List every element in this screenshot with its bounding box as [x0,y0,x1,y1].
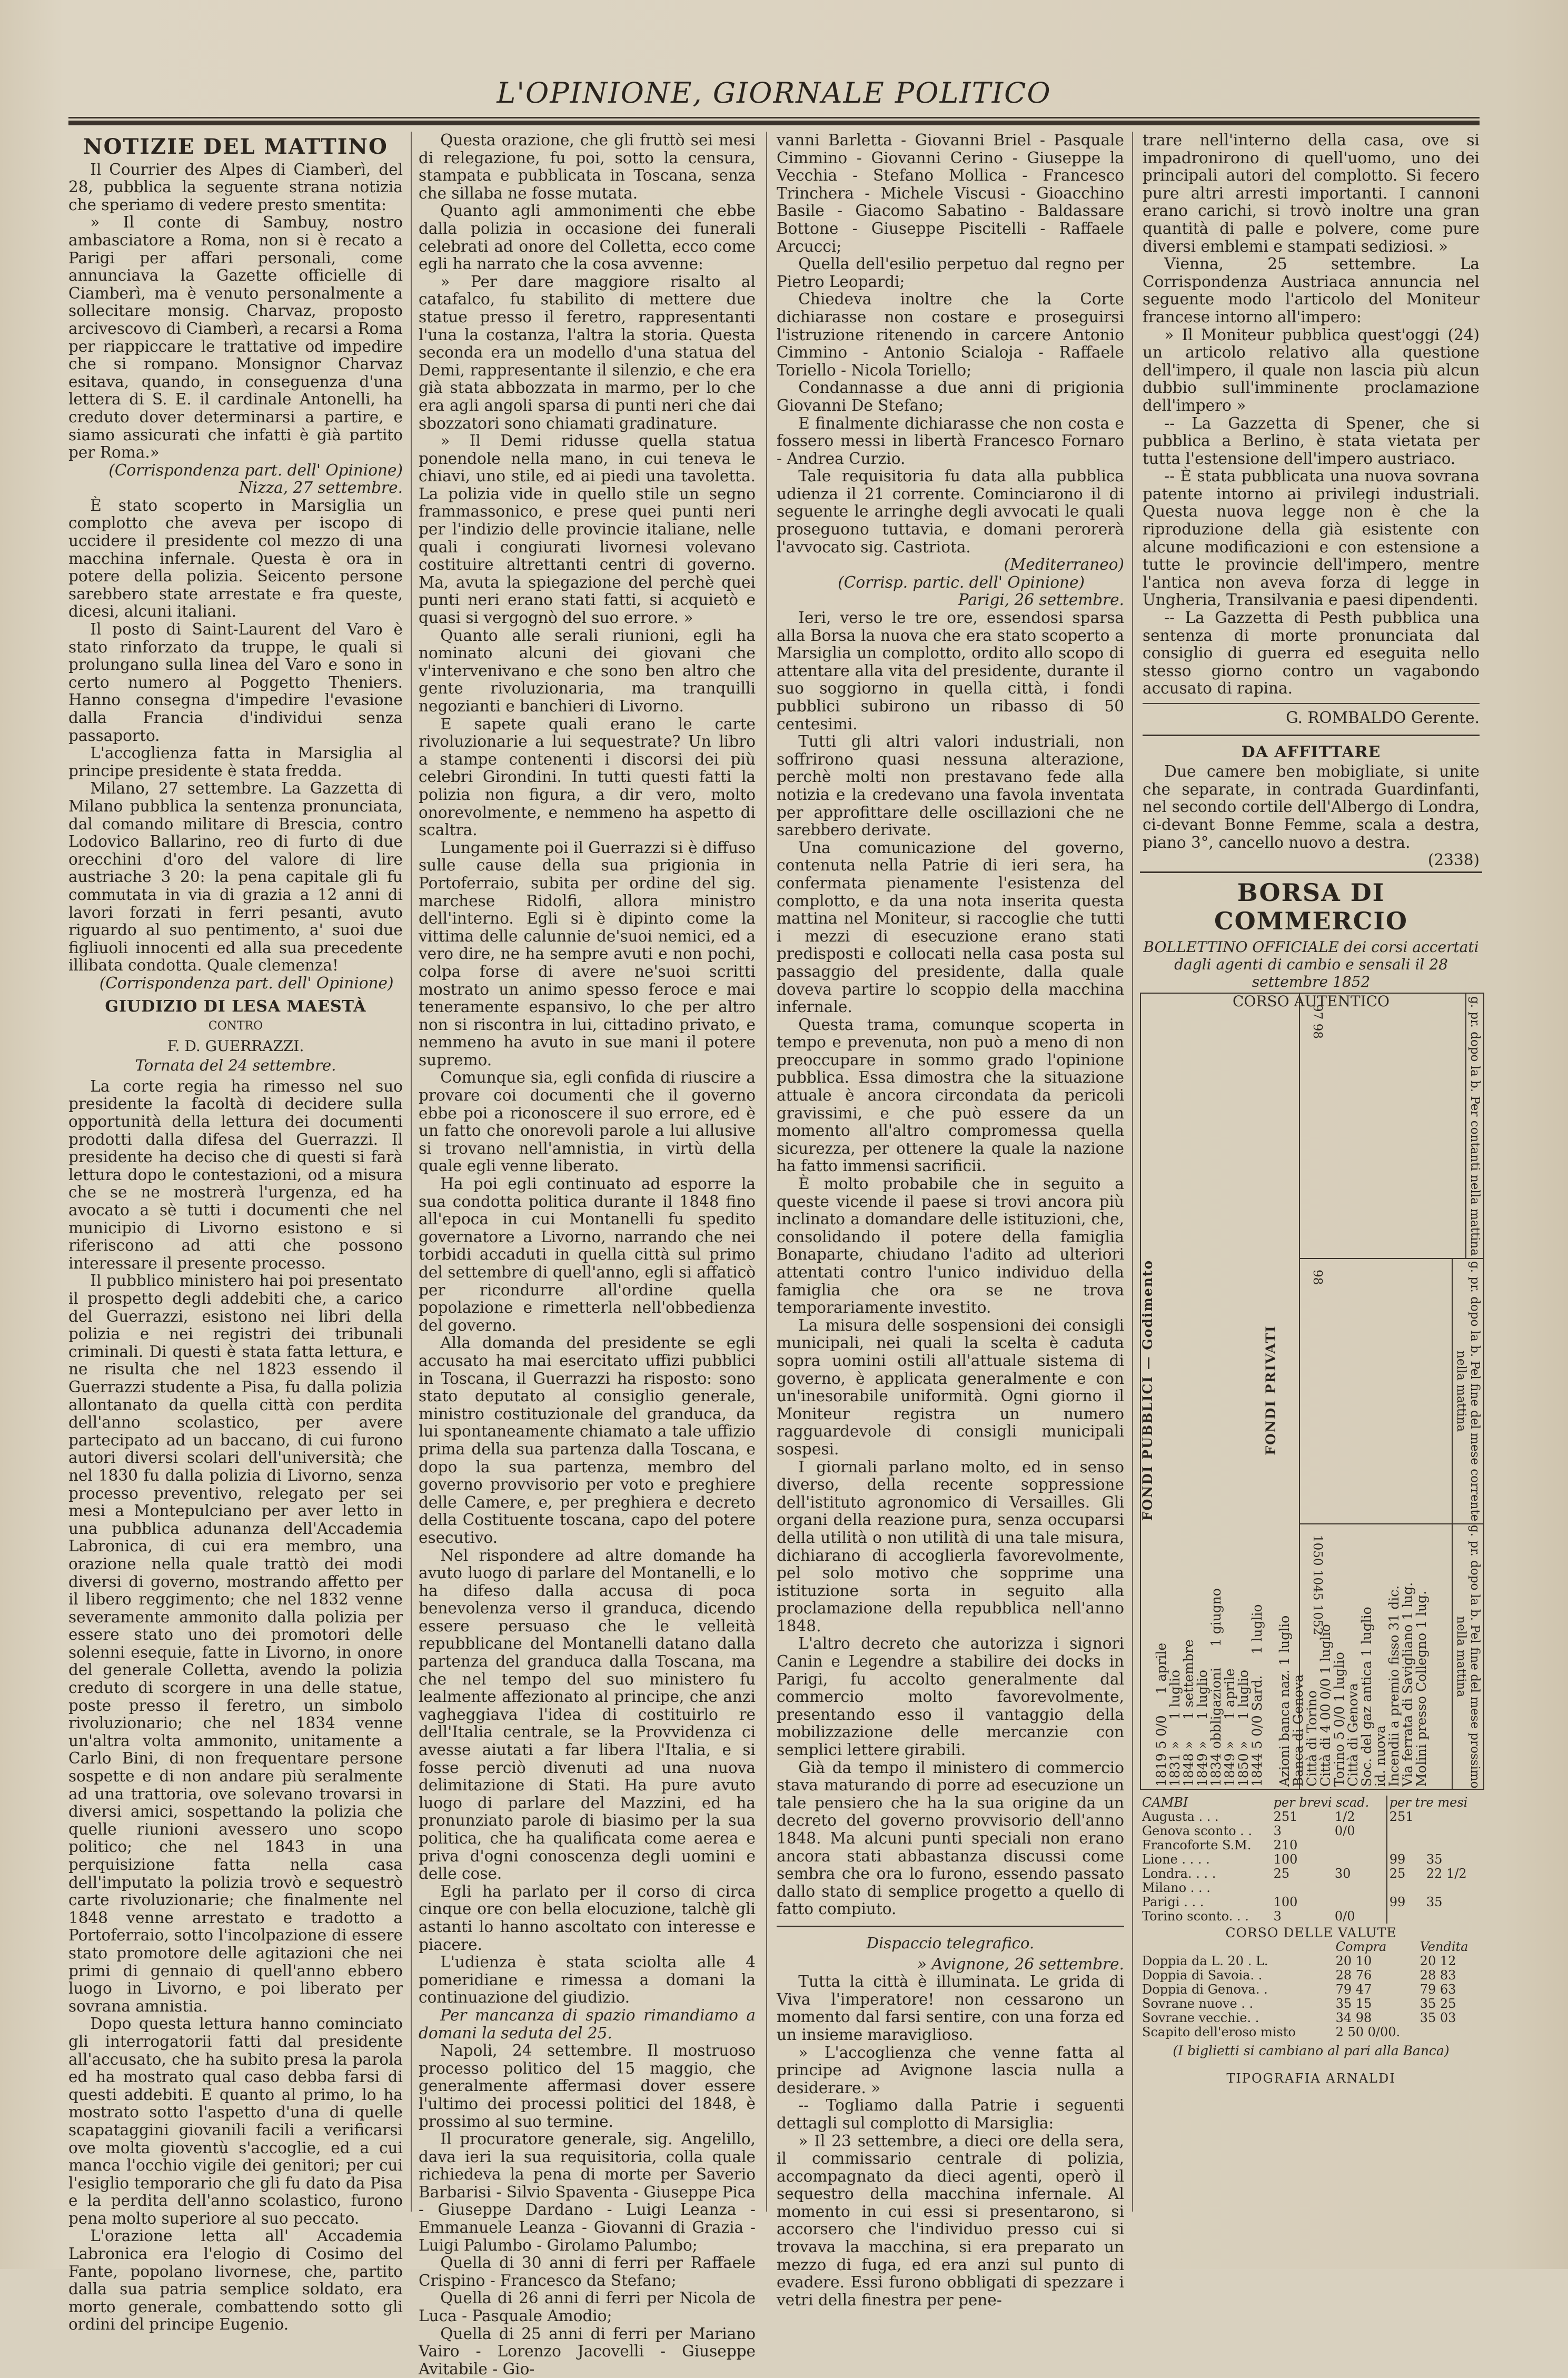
cambi-section [1140,1796,1482,2086]
cambi-cell: 25 [1273,1866,1290,1881]
paragraph: Quella di 30 anni di ferri per Raffaele Crispino - Francesco da Stefano; [419,2254,756,2290]
valute-row [1140,1983,1482,1997]
paragraph: L'accoglienza fatta in Marsiglia al principe presidente è stata fredda. [68,744,403,780]
valute-cell: 28 83 [1420,1968,1456,1983]
valute-cell: 20 12 [1420,1954,1456,1968]
fondo-name: 1831 » [1167,1741,1183,1787]
paragraph: Napoli, 24 settembre. Il mostruoso processo politico del 15 maggio, che generalmente affermasi dover essere l'ultimo dei processi politici del 1848, è prossimo al suo termine. [419,2042,756,2131]
paragraph: E sapete quali erano le carte rivoluzionarie a lui sequestrate? Un libro a stampe contenenti i discorsi dei più celebri Girondini. In tutti questi fatti la polizia non figura, a dir vero, molto onorevolmente, e nemmeno ha aspetto di scaltra. [419,715,756,839]
paragraph: Ieri, verso le tre ore, essendosi sparsa alla Borsa la nuova che era stato scoperto a Marsiglia un complotto, ordito allo scopo di attentare alla vita del presidente, durante il suo soggiorno in quella città, i fondi pubblici subirono un ribasso di 50 centesimi. [777,609,1124,733]
fondi-row [1237,994,1251,1787]
paragraph: E finalmente dichiarasse che non costa e fossero messi in libertà Francesco Fornaro - Andrea Curzio. [777,414,1124,468]
privati-row: Città di 4 00 0/0 1 luglio [1318,1624,1333,1787]
paragraph: Ha poi egli continuato ad esporre la sua condotta politica durante il 1848 fino all'epoca in cui Montanelli fu spedito governatore a Livorno, narrando che nei torbidi accaduti in quella città sul primo del settembre di quell'anno, egli si affaticò per ricondurre all'ordine quella popolazione e rimetterla nell'obbedienza del governo. [419,1175,756,1334]
subheading: CONTRO [208,1019,263,1033]
column-divider [411,132,412,2212]
paragraph: La corte regia ha rimesso nel suo presidente la facoltà di decidere sulla opportunità della lettura dei documenti prodotti dalla difesa del Guerrazzi. Il presidente ha deciso che di questi si farà lettura dopo le contestazioni, od a misura che se ne mostrerà l'urgenza, ed ha avocato a sè tutti i documenti che nel municipio di Livorno esistono e si riferiscono ad atti che possono interessare il presente processo. [68,1077,403,1272]
cambi-cell: Lione . . . . [1142,1852,1210,1867]
fondi-row [1209,994,1223,1787]
paragraph: trare nell'interno della casa, ove si impadronirono di quell'uomo, uno dei principali autori del complotto. Si fecero pure altri arresti importanti. I cannoni erano carichi, si trovò inoltre una gran quantità di palle e polvere, come pure diversi emblemi e stampati sediziosi. » [1143,131,1480,255]
privati-row: Torino 5 0/0 1 luglio [1332,1652,1347,1787]
valute-cell [1418,2025,1482,2039]
privati-row: Città di Torino [1304,1690,1319,1787]
cambi-cell: Francoforte S.M. [1142,1838,1252,1852]
section-rule [777,1926,1124,1927]
section-title: GIUDIZIO DI LESA MAESTÀ [105,997,366,1016]
cambi-cell: 0/0 [1334,1824,1355,1838]
paragraph: » Il conte di Sambuy, nostro ambasciatore a Roma, non si è recato a Parigi per affari personali, come annunciava la Gazette officielle di Ciamberì, ma è venuto personalmente a sollecitare monsig. Charvaz, proposto arcivescovo di Ciamberì, a recarsi a Roma per riappiccare le trattative od impedire che si rompano. Monsignor Charvaz esitava, quando, in conseguenza d'una lettera di S. E. il cardinale Antonelli, ha creduto dover determinarsi a partire, e siamo assicurati che infatti è già partito per Roma.» [68,213,403,462]
column-divider [1132,132,1133,2212]
cambi-row [1140,1881,1482,1895]
column-4 [1143,131,1480,869]
privati-row: Azioni banca naz. 1 luglio [1277,1615,1292,1787]
paragraph: Comunque sia, egli confida di riuscire a provare coi documenti che il governo ebbe poi a riconoscere il suo errore, ed è un fatto che onorevoli parole a lui allusive si trovano nell'amnistia, in virtù della quale egli venne liberato. [419,1068,756,1175]
paragraph: Tutti gli altri valori industriali, non soffrirono quasi nessuna alterazione, perchè molti non prestavano fede alla notizia e la credevano una favola inventata per approfittare delle oscillazioni che ne sarebbero derivate. [777,732,1124,839]
valute-header-cell [1140,1940,1334,1954]
valute-header-cell: Vendita [1420,1939,1468,1954]
fondo-name: 1849 » [1222,1741,1237,1787]
cambi-cell [1424,1881,1482,1895]
cambi-row [1140,1838,1482,1852]
cambi-table [1140,1796,1482,1924]
fine-mese-corrente-cell [1300,1259,1483,1524]
cambi-cell: 25 [1387,1867,1424,1881]
valute-cell: Doppia di Savoia. . [1142,1968,1263,1983]
privati-row: Incendii a premio fisso 31 dic. [1386,1585,1402,1787]
fondo-godimento: 1 aprile [1222,1668,1237,1720]
fondo-godimento: 1 luglio [1236,1670,1251,1720]
valute-cell: 35 25 [1420,1996,1456,2011]
value-fine-mese-corrente: 98 [1311,1270,1324,1285]
paragraph: Questa orazione, che gli fruttò sei mesi di relegazione, fu poi, sotto la censura, stampata e pubblicata in Toscana, senza che sillaba ne fosse mutata. [419,131,756,202]
cambi-cell: 251 [1387,1810,1424,1824]
fondi-privati-header: FONDI PRIVATI [1263,1325,1278,1455]
signature: (Corrispondenza part. dell' Opinione) [108,461,403,479]
cambi-cell: Genova sconto . . [1142,1824,1253,1838]
valute-cell: Scapito dell'eroso misto [1142,2025,1296,2039]
valute-row [1140,2011,1482,2025]
paragraph: » Il 23 settembre, a dieci ore della sera, il commissario centrale di polizia, accompagnato da dieci agenti, operò il sequestro della macchina infernale. Al momento in cui essi si presentarono, si accorsero che l'individuo presso cui si trovava la macchina, si era preparato un mezzo di fuga, ed era anzi sul punto di evadere. Essi furono obbligati di spezzare i vetri della finestra per pene- [777,2132,1124,2309]
privati-row: Via ferrata di Savigliano 1 lug. [1400,1582,1415,1787]
valute-title: CORSO DELLE VALUTE [1225,1925,1397,1940]
paragraph: Quella di 26 anni di ferri per Nicola de Luca - Pasquale Amodio; [419,2289,756,2325]
paragraph: La misura delle sospensioni dei consigli municipali, nei quali la scelta è caduta sopra uomini ostili all'attuale sistema di governo, è applicata generalmente e con un'inesorabile uniformità. Ogni giorno il Moniteur registra un numero ragguardevole di consigli municipali sospesi. [777,1316,1124,1458]
cambi-cell: Londra. . . . [1142,1866,1216,1881]
dateline: » Avignone, 26 settembre. [917,1955,1124,1973]
masthead-rule-thick [68,121,1480,125]
paragraph: L'orazione letta all' Accademia Labronica era l'elogio di Cosimo del Fante, popolano livornese, che, partito dalla sua patria semplice soldato, era morto generale, combattendo sotto gli ordini del principe Eugenio. [68,2227,403,2334]
cambi-cell [1424,1824,1482,1838]
paragraph: Il pubblico ministero hai poi presentato il prospetto degli addebiti che, a carico del Guerrazzi, esistono nei libri della polizia e nei registri dei tribunali criminali. Di questi è stata fatta lettura, e ne risulta che nel 1823 essendo il Guerrazzi studente a Pisa, fu dalla polizia allontanato da quella città con perdita dell'anno scolastico, per avere partecipato ad un baccano, di cui furono autori diversi scolari dell'università; che nel 1830 fu dalla polizia di Livorno, senza processo preventivo, relegato per sei mesi a Montepulciano per aver letto in una pubblica adunanza dell'Accademia Labronica, di cui era membro, una orazione nella quale trattò dei modi diversi di governo, mostrando affetto per il libero reggimento; che nel 1832 venne severamente ammonito dalla polizia per essere stato uno dei promotori delle solenni esequie, fatte in Livorno, in onore del generale Colletta, avendo la polizia creduto di scorgere in una delle statue, poste presso il feretro, un simbolo rivoluzionario; che nel 1834 venne un'altra volta ammonito, unitamente a Carlo Bini, di non frequentare persone sospette e di non andare più seralmente ad una trattoria, ove solevano trovarsi in diversi amici, sospettando la polizia che quelle riunioni avessero uno scopo politico; che nel 1843 in una perquisizione fatta nella casa dell'imputato la polizia trovò e sequestrò carte rivoluzionarie; che finalmente nel 1848 venne arrestato e tradotto a Portoferraio, sotto l'incolpazione di essere stato promotore delle agitazioni che nei primi di gennaio di quell'anno ebbero luogo in Livorno, e poi liberato per sovrana amnistia. [68,1272,403,2015]
paragraph: I giornali parlano molto, ed in senso diverso, della recente soppressione dell'istituto agronomico di Versailles. Gli organi della reazione pura, senza occuparsi della utilità o non utilità di una tale misura, dichiarano di accoglierla favorevolmente, pel solo motivo che sopprime una istituzione sorta in seguito alla proclamazione della repubblica nell'anno 1848. [777,1458,1124,1635]
valute-cell: 79 47 [1335,1982,1372,1997]
paragraph: Chiedeva inoltre che la Corte dichiarasse non costare e proseguirsi l'istruzione ritenendo in carcere Antonio Cimmino - Antonio Scialoja - Raffaele Toriello - Nicola Toriello; [777,290,1124,379]
valute-note: (I biglietti si cambiano al pari alla Banca) [1173,2043,1450,2058]
borsa-title: BORSA DI COMMERCIO [1214,878,1408,935]
cambi-cell [1272,1881,1333,1895]
gerente: G. ROMBALDO Gerente. [1286,709,1480,727]
paragraph: Il posto di Saint-Laurent del Varo è stato rinforzato da truppe, le quali si prolungano sulla linea del Varo e sono in certo numero al Poggetto Theniers. Hanno consegna d'impedire l'evasione dalla Francia d'individui senza passaporto. [68,620,403,745]
cambi-cell: 0/0 [1334,1909,1355,1924]
paragraph: Quella di 25 anni di ferri per Mariano Vairo - Lorenzo Jacovelli - Giuseppe Avitabile - Gio- [419,2324,756,2378]
valute-cell: 28 76 [1335,1968,1372,1983]
cambi-cell [1333,1852,1387,1867]
cambi-cell [1424,1909,1482,1924]
paragraph: -- La Gazzetta di Spener, che si pubblica a Berlino, è stata vietata per tutta l'estensione dell'impero austriaco. [1143,414,1480,468]
cambi-cell [1333,1895,1387,1909]
cambi-cell [1424,1838,1482,1852]
fondi-row [1168,994,1182,1787]
valute-cell: Doppia da L. 20 . L. [1142,1954,1268,1968]
valute-row [1140,1968,1482,1983]
paragraph: Tale requisitoria fu data alla pubblica udienza il 21 corrente. Cominciarono il di seguente le arringhe degli avvocati le quali proseguono tuttavia, e domani perorerà l'avvocato sig. Castriota. [777,467,1124,556]
valute-header-cell: Compra [1335,1939,1387,1954]
paragraph: Quanto agli ammonimenti che ebbe dalla polizia in occasione dei funerali celebrati ad onore del Colletta, ecco come egli ha narrato che la cosa avvenne: [419,202,756,273]
paragraph: È stato scoperto in Marsiglia un complotto che aveva per iscopo di uccidere il presidente col mezzo di una macchina infernale. Questa è ora in potere della polizia. Seicento persone sarebbero state arrestate e fra queste, dicesi, alcuni italiani. [68,496,403,621]
cambi-cell: Milano . . . [1142,1880,1210,1895]
valute-cell: 34 98 [1335,2010,1372,2025]
paragraph: È molto probabile che in seguito a queste vicende il paese si trovi ancora più inclinato a domandare delle istituzioni, che, consolidando il potere della famiglia Bonaparte, chiudano l'adito ad ulteriori attentati contro l'unico individuo della famiglia che ora se ne trova temporariamente investito. [777,1175,1124,1317]
valute-row [1140,1997,1482,2011]
paragraph: L'udienza è stata sciolta alle 4 pomeridiane e rimessa a domani la continuazione del giudizio. [419,1953,756,2007]
fondo-godimento: 1 luglio [1195,1670,1210,1720]
cambi-header-cell: CAMBI [1142,1795,1188,1810]
subheading: Dispaccio telegrafico. [866,1934,1035,1952]
paragraph: Per mancanza di spazio rimandiamo a domani la seduta del 25. [419,2006,756,2042]
fine-mese-prossimo-cell [1300,1524,1483,1789]
fondo-name: 1844 5 0/0 Sard. [1249,1675,1265,1787]
fondo-godimento: 1 luglio [1167,1670,1183,1720]
cambi-cell: 22 1/2 [1426,1866,1467,1881]
valute-cell: Doppia di Genova. . [1142,1982,1268,1997]
cambi-cell: 35 [1426,1895,1443,1909]
paragraph: Quanto alle serali riunioni, egli ha nominato alcuni dei giovani che v'intervenivano e che sono ben altro che gente rivoluzionaria, ma tranquilli negozianti e banchieri di Livorno. [419,626,756,715]
signature: (Corrisp. partic. dell' Opinione) [838,573,1085,591]
dateline: Nizza, 27 settembre. [239,479,403,497]
cambi-cell: 35 [1426,1852,1443,1867]
masthead-rule [68,117,1480,118]
privati-row: Banca di Genova [1291,1674,1306,1787]
cambi-cell: 3 [1273,1909,1282,1924]
column-1 [68,132,403,2334]
paragraph: Condannasse a due anni di prigionia Giovanni De Stefano; [777,379,1124,414]
fondi-columns [1300,994,1483,1789]
section-rule [1143,735,1480,736]
paragraph: Vienna, 25 settembre. La Corrispondenza Austriaca annuncia nel seguente modo l'articolo del Moniteur francese intorno all'impero: [1143,255,1480,326]
cambi-row [1140,1867,1482,1881]
cambi-header-cell: per brevi scad. [1273,1795,1369,1810]
cambi-row [1140,1909,1482,1924]
signature: (Mediterraneo) [1004,556,1124,574]
valute-row [1140,1954,1482,1968]
valute-cell: 35 03 [1420,2010,1456,2025]
cambi-cell: Parigi . . . [1142,1895,1204,1909]
fondi-row [1196,994,1209,1787]
cambi-cell: 251 [1273,1809,1298,1824]
paragraph: Il Courrier des Alpes di Ciamberì, del 28, pubblica la seguente strana notizia che speriamo di vedere presto smentita: [68,160,403,214]
fondi-pubblici-header: FONDI PUBBLICI — Godimento [1140,1259,1155,1521]
signature: (Corrispondenza part. dell' Opinione) [99,974,394,992]
valute-cell: Sovrane nuove . . [1142,1996,1254,2011]
cambi-header [1140,1796,1482,1810]
paragraph: » Il Moniteur pubblica quest'oggi (24) un articolo relativo alla questione dell'impero, il quale non lascia più alcun dubbio sull'imminente proclamazione dell'impero » [1143,325,1480,414]
paragraph: Lungamente poi il Guerrazzi si è diffuso sulle cause della sua prigionia in Portoferraio, subita per ordine del sig. marchese Ridolfi, allora ministro dell'interno. Egli si è dipinto come la vittima delle calunnie de'suoi nemici, ed a vero dire, ne ha sempre avuti e non pochi, colpa forse di avere ne'suoi scritti mostrato un animo spesso feroce e mai teneramente espansivo, lo che per altro non si riscontra in lui, cittadino privato, e nemmeno ha avuto in sue mani il potere supremo. [419,838,756,1069]
fondi-table [1140,993,1484,1790]
paragraph: -- È stata pubblicata una nuova sovrana patente intorno ai privilegi industriali. Questa nuova legge non è che la riproduzione della già esistente con alcune modificazioni e con estensione a tutte le provincie dell'impero, mentre l'antica non aveva forza di legge in Ungheria, Transilvania e paesi dipendenti. [1143,467,1480,609]
cambi-cell: 1/2 [1334,1809,1355,1824]
cambi-row [1140,1824,1482,1838]
fondi-row [1155,994,1168,1787]
valute-cell: 2 50 0/00. [1335,2025,1401,2039]
paragraph: Egli ha parlato per il corso di circa cinque ore con bella elocuzione, talchè gli astanti lo hanno ascoltato con interesse e piacere. [419,1882,756,1954]
fondo-godimento: 1 luglio [1249,1604,1265,1654]
label-fine-mese-corrente: g. pr. dopo la b. Pel fine del mese corrente nella mattina [1452,1259,1483,1523]
masthead: L'OPINIONE, GIORNALE POLITICO [497,76,1051,110]
cambi-cell [1387,1824,1424,1838]
section-title: NOTIZIE DEL MATTINO [83,134,388,159]
valute-cell: 79 63 [1420,1982,1456,1997]
subheading: Tornata del 24 settembre. [135,1056,336,1075]
cambi-cell: 30 [1334,1866,1351,1881]
advertisement: Due camere ben mobigliate, si unite che separate, in contrada Guardinfanti, nel secondo cortile dell'Albergo di Londra, ci-devant Bonne Femme, scala a destra, piano 3°, cancello nuovo a destra. [1143,762,1480,851]
privati-row: Città di Genova [1345,1683,1361,1787]
paragraph: -- Togliamo dalla Patrie i seguenti dettagli sul complotto di Marsiglia: [777,2096,1124,2132]
paragraph: L'altro decreto che autorizza i signori Canin e Legendre a stabilire dei docks in Parigi, fu accolto generalmente dal commercio molto favorevolmente, presentando esso il vantaggio della mobilizzazione delle mercanzie con semplici lettere girabili. [777,1634,1124,1759]
privati-row: id. nuova [1373,1725,1388,1787]
cambi-cell [1387,1909,1424,1924]
ad-number: (2338) [1427,851,1480,869]
cambi-cell [1387,1881,1424,1895]
fondi-row [1223,994,1237,1787]
borsa-header [1140,871,1482,1010]
cambi-cell [1387,1838,1424,1852]
valute-cell: 20 10 [1335,1954,1372,1968]
borsa-subtitle: BOLLETTINO OFFICIALE dei corsi accertati dagli agenti di cambio e sensali il 28 settembre 1852 [1143,938,1479,990]
fondo-godimento: 1 giugno [1208,1588,1224,1647]
valute-cell: 35 15 [1335,1996,1372,2011]
cambi-row [1140,1810,1482,1824]
fondi-row [1182,994,1196,1787]
paragraph: Alla domanda del presidente se egli accusato ha mai esercitato uffizi pubblici in Toscana, il Guerrazzi ha risposto: sono stato deputato al consiglio generale, ministro costituzionale del granduca, da lui spontaneamente chiamato a tale uffizio prima della sua partenza dalla Toscana, e dopo la sua partenza, membro del governo provvisorio per voto e preghiere delle Camere, e, per preghiera e decreto della Costituente toscana, capo del potere esecutivo. [419,1334,756,1547]
cambi-cell: 3 [1273,1824,1282,1838]
value-per-contanti: 97 98 [1311,1004,1324,1039]
paragraph: Quella dell'esilio perpetuo dal regno per Pietro Leopardi; [777,255,1124,291]
cambi-cell: 210 [1273,1838,1298,1852]
fondo-name: 1819 5 0/0 [1154,1715,1169,1787]
label-fine-mese-prossimo: g. pr. dopo la b. Pel fine del mese prossimo nella mattina [1452,1524,1483,1789]
fondi-row [1251,994,1264,1787]
fondo-godimento: 1 settembre [1181,1639,1196,1720]
cambi-cell [1424,1810,1482,1824]
paragraph: Una comunicazione del governo, contenuta nella Patrie di ieri sera, ha confermata pienamente l'esistenza del complotto, e da una nota inserita questa mattina nel Moniteur, si raccoglie che tutti i mezzi di esecuzione erano stati predisposti e collocati nella casa posta sul passaggio del presidente, dalla quale doveva partire lo scoppio della macchina infernale. [777,838,1124,1016]
cambi-cell [1333,1881,1387,1895]
paragraph: Milano, 27 settembre. La Gazzetta di Milano pubblica la sentenza pronunciata, dal comando militare di Brescia, contro Lodovico Ballarino, reo di furto di due orecchini d'oro del valore di lire austriache 3 20: la pena capitale gli fu commutata in via di grazia a 12 anni di lavori forzati in ferri pesanti, avuto riguardo al suo pentimento, a' suoi due figliuoli innocenti ed alla sua precedente illibata condotta. Quale clemenza! [68,779,403,975]
valute-row [1140,2025,1482,2039]
tipografia: TIPOGRAFIA ARNALDI [1226,2071,1396,2086]
valute-header [1140,1940,1482,1954]
label-per-contanti: g. pr. dopo la b. Per contanti nella mattina [1465,994,1483,1258]
cambi-cell: 100 [1273,1895,1298,1909]
cambi-cell: 99 [1387,1852,1424,1867]
value-fine-mese-prossimo: 1050 1045 1052 [1311,1535,1324,1636]
paragraph: -- La Gazzetta di Pesth pubblica una sentenza di morte pronunciata dal consiglio di guerra ed eseguita nello stesso giorno contro un vagabondo accusato di rapina. [1143,609,1480,698]
fondo-godimento: 1 aprile [1154,1642,1169,1695]
valute-table [1140,1940,1482,2039]
paragraph: » Per dare maggiore risalto al catafalco, fu stabilito di mettere due statue presso il feretro, rappresentanti l'una la costanza, l'altra la storia. Questa seconda era un modello d'una statua del Demi, rappresentante il silenzio, e che era già stata abbozzata in marmo, per lo che era agli angoli sparsa di punti neri che dai sbozzatori sono chiamati gradinature. [419,272,756,432]
cambi-cell: 100 [1273,1852,1298,1867]
column-2 [419,131,756,2378]
cambi-row [1140,1895,1482,1909]
fondo-name: 1850 » [1236,1741,1251,1787]
column-3 [777,131,1124,2309]
borsa-corso: CORSO AUTENTICO [1232,993,1390,1010]
paragraph: Nel rispondere ad altre domande ha avuto luogo di parlare del Montanelli, e lo ha difeso dalla accusa di poca benevolenza verso il granduca, dicendo essere persuaso che le velleità repubblicane del Montanelli datano dalla partenza del granduca dalla Toscana, ma che nel tempo del suo ministero fu lealmente affezionato al principe, che anzi vagheggiava l'idea di costituirlo re dell'Italia centrale, se la Provvidenza ci avesse aiutati a far libera l'Italia, e si fosse perciò divenuti ad una nuova delimitazione di Stati. Ha pure avuto luogo di parlare del Mazzini, ed ha pronunziato parole di biasimo per la sua politica, che ha qualificata come aerea e priva d'ogni conoscenza degli uomini e delle cose. [419,1546,756,1883]
section-title: DA AFFITTARE [1241,742,1381,761]
dateline: Parigi, 26 settembre. [958,591,1124,609]
privati-row: Molini presso Collegno 1 lug. [1414,1590,1429,1787]
fondo-name: 1848 » [1181,1741,1196,1787]
privati-row: Soc. del gaz antica 1 luglio [1359,1607,1374,1787]
subheading: F. D. GUERRAZZI. [167,1037,304,1055]
valute-cell: Sovrane vecchie. . [1142,2010,1259,2025]
per-contanti-cell [1300,994,1483,1259]
column-divider [766,132,767,2212]
paragraph: » Il Demi ridusse quella statua ponendole nella mano, in cui teneva le chiavi, uno stile, ed ai piedi una tavoletta. La polizia vide in quello stile un segno frammassonico, e prese quei punti neri per l'indizio delle provincie italiane, nelle quali i congiurati livornesi volevano costituire altrettanti centri di governo. Ma, avuta la spiegazione del perchè quei punti neri erano stati fatti, si acquietò e quasi si vergognò del suo errore. » [419,432,756,627]
paragraph: Il procuratore generale, sig. Angelillo, dava ieri la sua requisitoria, colla quale richiedeva la pena di morte per Saverio Barbarisi - Silvio Spaventa - Giuseppe Pica - Giuseppe Dardano - Luigi Leanza - Emmanuele Leanza - Giovanni di Grazia - Luigi Palumbo - Girolamo Palumbo; [419,2130,756,2254]
cambi-cell [1333,1838,1387,1852]
cambi-cell: Augusta . . . [1142,1809,1219,1824]
paragraph: vanni Barletta - Giovanni Briel - Pasquale Cimmino - Giovanni Cerino - Giuseppe la Vecchia - Stefano Mollica - Francesco Trinchera - Michele Viscusi - Gioacchino Basile - Giacomo Sabatino - Baldassare Bottone - Giuseppe Piscitelli - Raffaele Arcucci; [777,131,1124,255]
fondo-name: 1849 » [1195,1741,1210,1787]
fondo-name: 1834 obbligazioni [1208,1668,1224,1787]
paragraph: Questa trama, comunque scoperta in tempo e prevenuta, non può a meno di non preoccupare in sommo grado l'opinione pubblica. Essa dimostra che la situazione attuale è ancora circondata da pericoli gravissimi, e che può essere da un momento all'altro compromessa quella sicurezza, per ottenere la quale la nazione ha fatto immensi sacrificii. [777,1015,1124,1175]
section-rule [1143,703,1480,704]
cambi-header-cell: per tre mesi [1387,1796,1482,1810]
cambi-row [1140,1852,1482,1867]
cambi-cell: 99 [1387,1895,1424,1909]
paragraph: Tutta la città è illuminata. Le grida di Viva l'imperatore! non cessarono un momento dal farsi sentire, con una forza ed un insieme maraviglioso. [777,1973,1124,2044]
paragraph: Dopo questa lettura hanno cominciato gli interrogatorii fatti dal presidente all'accusato, che ha subito presa la parola ed ha mostrato qual caso debba farsi di questi addebiti. E quanto al primo, lo ha mostrato sotto l'aspetto d'una di quelle scapataggini giovanili facili a verificarsi ove molta gioventù s'accoglie, ed a cui manca l'occhio vigile dei genitori; per cui l'esiglio temporario che gli fu dato da Pisa e la perdita dell'anno scolastico, furono pena molto superiore al suo peccato. [68,2015,403,2227]
paragraph: » L'accoglienza che venne fatta al principe ad Avignone lascia nulla a desiderare. » [777,2043,1124,2097]
cambi-cell: Torino sconto. . . [1142,1909,1249,1924]
paragraph: Già da tempo il ministero di commercio stava maturando di porre ad esecuzione un tale pensiero che ha la sua origine da un decreto del governo provvisorio dell'anno 1848. Ma alcuni punti speciali non erano ancora stati abbastanza discussi come sembra che ora lo furono, essendo passato dallo stato di semplice progetto a quello di fatto compiuto. [777,1758,1124,1918]
